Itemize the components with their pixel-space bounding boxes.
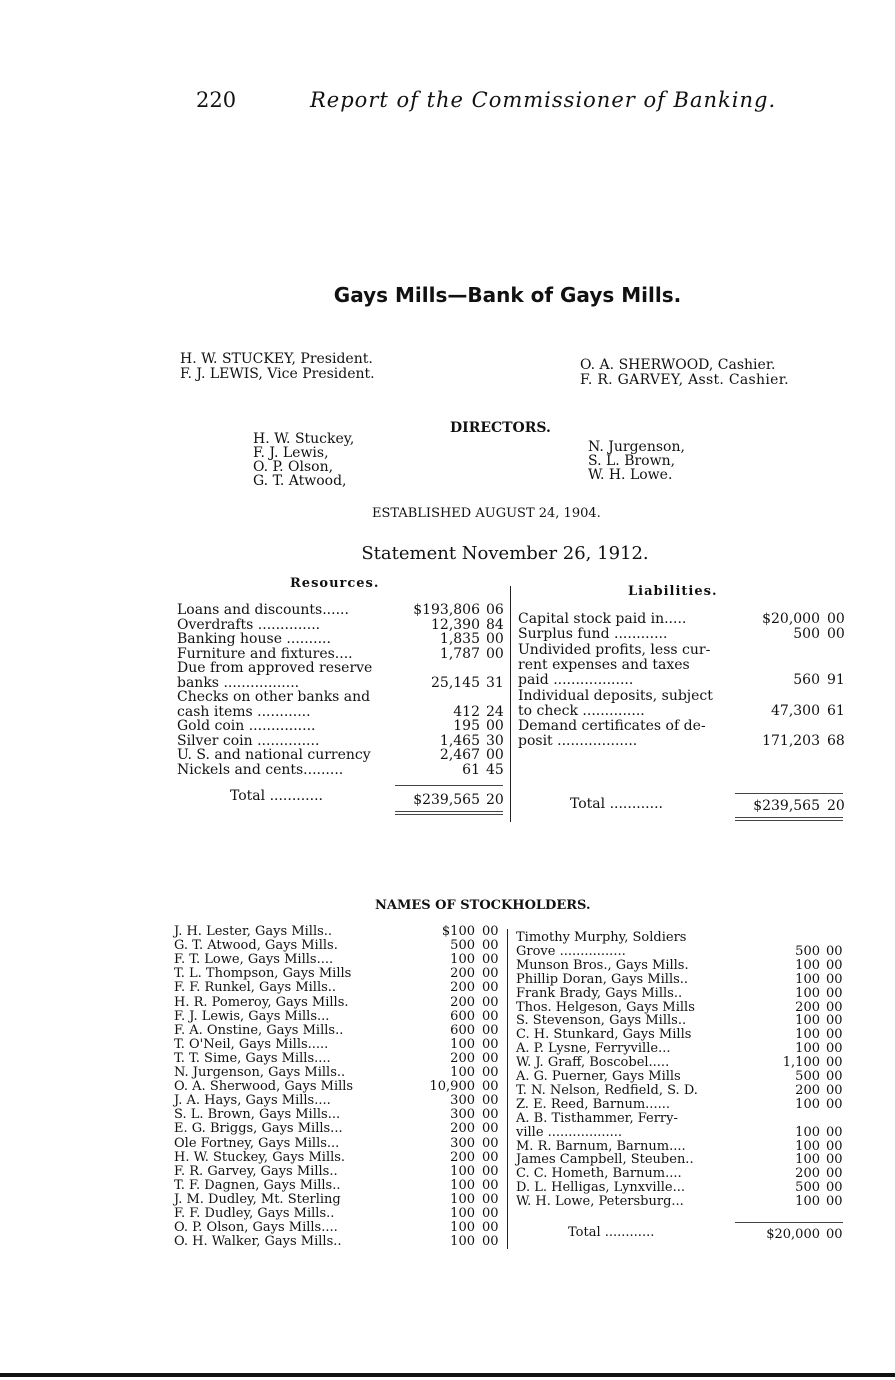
- stockholder-name: A. B. Tisthammer, Ferry-: [516, 1110, 678, 1126]
- resource-dollars: $193,806: [413, 602, 480, 618]
- stockholder-name: T. N. Nelson, Redfield, S. D.: [516, 1082, 698, 1098]
- stockholder-name: A. G. Puerner, Gays Mills: [516, 1069, 681, 1084]
- stockholder-dollars: 100: [795, 1152, 820, 1168]
- liability-dollars: 47,300: [771, 702, 820, 719]
- stockholder-cents: 00: [826, 1138, 843, 1154]
- stockholder-dollars: 600: [450, 1022, 475, 1038]
- resource-dollars: 25,145: [431, 674, 480, 691]
- resource-cents: 00: [486, 718, 504, 734]
- resource-label: Gold coin ...............: [177, 718, 316, 734]
- stockholder-cents: 00: [482, 1008, 499, 1024]
- stockholder-name: J. M. Dudley, Mt. Sterling: [174, 1191, 341, 1207]
- resource-cents: 00: [486, 631, 504, 647]
- resource-cents: 30: [486, 732, 504, 749]
- liability-label: Demand certificates of de-: [518, 718, 706, 735]
- resources-heading: Resources.: [290, 576, 380, 591]
- resource-label: Banking house ..........: [177, 631, 331, 647]
- liability-label: Undivided profits, less cur-: [518, 641, 711, 658]
- stockholder-name: S. L. Brown, Gays Mills...: [174, 1107, 341, 1123]
- stockholder-cents: 00: [826, 1194, 843, 1210]
- resources-total-dollars: $239,565: [413, 792, 480, 808]
- liabilities-total-dollars: $239,565: [753, 798, 820, 814]
- resource-dollars: 12,390: [431, 616, 480, 633]
- stockholder-dollars: 100: [795, 1013, 820, 1029]
- stockholder-dollars: 100: [450, 1036, 475, 1052]
- stockholder-cents: 00: [482, 1050, 499, 1066]
- stockholder-name: E. G. Briggs, Gays Mills...: [174, 1121, 343, 1137]
- director-name: W. H. Lowe.: [588, 467, 673, 483]
- stockholder-dollars: 500: [795, 943, 820, 959]
- director-name: O. P. Olson,: [253, 459, 334, 475]
- liability-label: Capital stock paid in.....: [518, 611, 687, 627]
- liability-dollars: 171,203: [762, 733, 820, 750]
- resource-cents: 00: [486, 747, 504, 763]
- liabilities-total-cents: 20: [827, 798, 845, 814]
- stockholder-dollars: 100: [450, 1234, 475, 1250]
- stockholder-name: ville ..................: [516, 1124, 623, 1140]
- stockholder-name: G. T. Atwood, Gays Mills.: [174, 938, 338, 954]
- stockholder-dollars: 500: [795, 1180, 820, 1196]
- stockholder-dollars: 100: [795, 1124, 820, 1140]
- resource-label: Silver coin ..............: [177, 732, 320, 749]
- stockholder-name: H. W. Stuckey, Gays Mills.: [174, 1149, 346, 1165]
- stockholder-cents: 00: [826, 1069, 843, 1084]
- liability-label: rent expenses and taxes: [518, 656, 690, 673]
- stockholder-cents: 00: [482, 1234, 499, 1250]
- liability-dollars: 560: [793, 672, 820, 689]
- stockholder-cents: 00: [482, 1135, 499, 1151]
- stockholder-name: T. T. Sime, Gays Mills....: [174, 1050, 331, 1066]
- liability-dollars: $20,000: [762, 611, 820, 627]
- resource-cents: 45: [486, 761, 504, 778]
- liability-label: paid ..................: [518, 672, 634, 689]
- stockholder-dollars: 100: [795, 1027, 820, 1043]
- stockholder-name: Phillip Doran, Gays Mills..: [516, 971, 689, 987]
- stockholder-name: O. P. Olson, Gays Mills....: [174, 1220, 338, 1236]
- stockholder-cents: 00: [482, 1036, 499, 1052]
- statement-date: Statement November 26, 1912.: [361, 543, 649, 564]
- stockholder-name: F. F. Runkel, Gays Mills..: [174, 980, 337, 996]
- stockholder-cents: 00: [826, 1055, 843, 1071]
- stockholder-name: D. L. Helligas, Lynxville...: [516, 1180, 685, 1196]
- double-rule: [735, 817, 843, 818]
- stockholder-dollars: 100: [450, 952, 475, 968]
- total-rule: [735, 1222, 843, 1223]
- stockholder-dollars: 200: [450, 966, 475, 982]
- director-name: N. Jurgenson,: [588, 439, 685, 455]
- resource-dollars: 412: [453, 703, 480, 720]
- resource-label: banks .................: [177, 674, 300, 691]
- stockholder-cents: 00: [482, 966, 499, 982]
- stockholder-dollars: 100: [795, 971, 820, 987]
- stockholder-dollars: 300: [450, 1135, 475, 1151]
- running-title: Report of the Commissioner of Banking.: [310, 88, 777, 112]
- stockholder-dollars: 100: [795, 957, 820, 973]
- stockholder-name: J. A. Hays, Gays Mills....: [174, 1093, 331, 1109]
- officer-vice-president: F. J. LEWIS, Vice President.: [180, 366, 375, 382]
- stockholder-dollars: 300: [450, 1093, 475, 1109]
- stockholder-dollars: 100: [795, 1138, 820, 1154]
- stockholder-name: F. R. Garvey, Gays Mills..: [174, 1163, 338, 1179]
- resource-dollars: 1,465: [439, 732, 480, 749]
- stockholder-dollars: 500: [795, 1069, 820, 1084]
- stockholder-name: F. T. Lowe, Gays Mills....: [174, 952, 334, 968]
- stockholder-dollars: 300: [450, 1107, 475, 1123]
- stockholder-dollars: 200: [795, 1082, 820, 1098]
- stockholder-name: N. Jurgenson, Gays Mills..: [174, 1065, 346, 1080]
- stockholder-dollars: 100: [450, 1206, 475, 1221]
- resource-dollars: 1,835: [439, 631, 480, 647]
- stockholder-cents: 00: [482, 1191, 499, 1207]
- stockholder-cents: 00: [482, 1121, 499, 1137]
- resource-label: Checks on other banks and: [177, 689, 371, 705]
- stockholders-total-cents: 00: [826, 1227, 843, 1242]
- stockholder-dollars: 100: [450, 1191, 475, 1207]
- stockholder-cents: 00: [482, 1093, 499, 1109]
- liability-label: to check ..............: [518, 702, 645, 719]
- page-number: 220: [196, 88, 237, 112]
- stockholder-name: F. F. Dudley, Gays Mills..: [174, 1206, 335, 1221]
- directors-heading: DIRECTORS.: [450, 420, 551, 436]
- stockholder-dollars: 10,900: [429, 1079, 475, 1095]
- double-rule: [395, 811, 503, 812]
- total-rule: [395, 785, 503, 786]
- stockholder-name: T. F. Dagnen, Gays Mills..: [174, 1177, 341, 1193]
- resource-label: Nickels and cents.........: [177, 761, 344, 778]
- stockholder-name: M. R. Barnum, Barnum....: [516, 1138, 686, 1154]
- stockholder-cents: 00: [826, 1124, 843, 1140]
- liability-label: posit ..................: [518, 733, 638, 750]
- stockholder-cents: 00: [482, 1022, 499, 1038]
- officer-cashier: O. A. SHERWOOD, Cashier.: [580, 357, 776, 373]
- stockholder-dollars: 1,100: [782, 1055, 820, 1071]
- stockholder-cents: 00: [826, 1041, 843, 1057]
- stockholder-cents: 00: [482, 994, 499, 1010]
- director-name: G. T. Atwood,: [253, 473, 347, 489]
- stockholder-dollars: 200: [450, 1149, 475, 1165]
- stockholder-cents: 00: [482, 1220, 499, 1236]
- stockholder-cents: 00: [826, 1180, 843, 1196]
- stockholder-name: Ole Fortney, Gays Mills...: [174, 1135, 340, 1151]
- liability-cents: 61: [827, 702, 845, 719]
- stockholder-cents: 00: [826, 1082, 843, 1098]
- page-bottom-rule: [0, 1373, 895, 1377]
- double-rule: [735, 820, 843, 821]
- stockholder-cents: 00: [482, 1107, 499, 1123]
- stockholder-dollars: 100: [795, 985, 820, 1001]
- stockholder-cents: 00: [826, 1152, 843, 1168]
- stockholder-cents: 00: [482, 952, 499, 968]
- stockholder-name: H. R. Pomeroy, Gays Mills.: [174, 994, 349, 1010]
- resource-cents: 24: [486, 703, 504, 720]
- stockholder-name: F. A. Onstine, Gays Mills..: [174, 1022, 344, 1038]
- resource-label: Overdrafts ..............: [177, 616, 321, 633]
- stockholder-name: Z. E. Reed, Barnum......: [516, 1096, 670, 1112]
- stockholder-cents: 00: [482, 1163, 499, 1179]
- liability-label: Individual deposits, subject: [518, 687, 713, 704]
- liabilities-total-label: Total ............: [570, 796, 663, 812]
- resources-total-label: Total ............: [230, 788, 323, 804]
- stockholder-name: James Campbell, Steuben..: [516, 1152, 694, 1168]
- director-name: S. L. Brown,: [588, 453, 676, 469]
- stockholder-cents: 00: [482, 1206, 499, 1221]
- stockholder-cents: 00: [482, 1177, 499, 1193]
- stockholder-dollars: 100: [795, 1194, 820, 1210]
- stockholder-cents: 00: [826, 999, 843, 1015]
- director-name: F. J. Lewis,: [253, 445, 329, 461]
- resource-dollars: 2,467: [439, 747, 480, 763]
- stockholder-cents: 00: [826, 985, 843, 1001]
- stockholder-cents: 00: [826, 957, 843, 973]
- stockholder-cents: 00: [482, 1149, 499, 1165]
- total-rule: [735, 793, 843, 794]
- stockholder-name: Timothy Murphy, Soldiers: [516, 930, 687, 945]
- resource-label: U. S. and national currency: [177, 747, 371, 763]
- stockholder-cents: 00: [826, 1166, 843, 1182]
- stockholder-name: C. C. Hometh, Barnum....: [516, 1166, 682, 1182]
- stockholder-name: Frank Brady, Gays Mills..: [516, 985, 683, 1001]
- stockholder-name: O. A. Sherwood, Gays Mills: [174, 1079, 354, 1095]
- stockholders-divider: [507, 929, 508, 1249]
- resource-cents: 84: [486, 616, 504, 633]
- resource-cents: 31: [486, 674, 504, 691]
- liability-dollars: 500: [793, 626, 820, 643]
- resource-dollars: 61: [462, 761, 480, 778]
- liabilities-heading: Liabilities.: [628, 584, 718, 599]
- resource-label: Furniture and fixtures....: [177, 645, 353, 662]
- stockholder-dollars: 600: [450, 1008, 475, 1024]
- stockholder-name: A. P. Lysne, Ferryville...: [516, 1041, 671, 1057]
- stockholder-cents: 00: [826, 943, 843, 959]
- stockholder-name: J. H. Lester, Gays Mills..: [174, 924, 333, 939]
- stockholder-cents: 00: [482, 1065, 499, 1080]
- liability-cents: 00: [827, 611, 845, 627]
- resource-cents: 06: [486, 602, 504, 618]
- resource-cents: 00: [486, 645, 504, 662]
- stockholder-cents: 00: [482, 980, 499, 996]
- stockholder-name: O. H. Walker, Gays Mills..: [174, 1234, 342, 1250]
- bank-title: Gays Mills—Bank of Gays Mills.: [333, 283, 682, 307]
- stockholder-name: Thos. Helgeson, Gays Mills: [516, 999, 695, 1015]
- stockholder-dollars: 200: [450, 980, 475, 996]
- stockholder-dollars: 100: [450, 1163, 475, 1179]
- stockholder-cents: 00: [826, 1013, 843, 1029]
- liability-cents: 91: [827, 672, 845, 689]
- stockholder-name: T. O'Neil, Gays Mills.....: [174, 1036, 329, 1052]
- stockholders-total-label: Total ............: [568, 1225, 655, 1240]
- stockholder-dollars: 200: [450, 1121, 475, 1137]
- stockholders-total-dollars: $20,000: [766, 1227, 820, 1242]
- stockholder-name: W. J. Graff, Boscobel.....: [516, 1055, 670, 1071]
- stockholder-dollars: 100: [450, 1220, 475, 1236]
- stockholder-cents: 00: [826, 1096, 843, 1112]
- stockholder-dollars: 200: [450, 994, 475, 1010]
- double-rule: [395, 814, 503, 815]
- stockholder-dollars: 200: [795, 999, 820, 1015]
- stockholder-cents: 00: [826, 971, 843, 987]
- liability-cents: 00: [827, 626, 845, 643]
- stockholder-dollars: 200: [795, 1166, 820, 1182]
- stockholder-cents: 00: [482, 938, 499, 954]
- stockholder-name: F. J. Lewis, Gays Mills...: [174, 1008, 330, 1024]
- statement-divider: [510, 586, 511, 822]
- liability-label: Surplus fund ............: [518, 626, 668, 643]
- stockholder-name: Munson Bros., Gays Mills.: [516, 957, 689, 973]
- stockholders-heading: NAMES OF STOCKHOLDERS.: [375, 898, 591, 913]
- stockholder-dollars: $100: [441, 924, 475, 939]
- officer-president: H. W. STUCKEY, President.: [180, 351, 373, 367]
- stockholder-cents: 00: [826, 1027, 843, 1043]
- stockholder-dollars: 100: [795, 1096, 820, 1112]
- stockholder-name: T. L. Thompson, Gays Mills: [174, 966, 352, 982]
- stockholder-dollars: 100: [450, 1177, 475, 1193]
- resource-dollars: 195: [453, 718, 480, 734]
- stockholder-cents: 00: [482, 1079, 499, 1095]
- liability-cents: 68: [827, 733, 845, 750]
- stockholder-name: W. H. Lowe, Petersburg...: [516, 1194, 684, 1210]
- resource-label: cash items ............: [177, 703, 311, 720]
- stockholder-dollars: 100: [450, 1065, 475, 1080]
- stockholder-name: C. H. Stunkard, Gays Mills: [516, 1027, 692, 1043]
- resources-total-cents: 20: [486, 792, 504, 808]
- director-name: H. W. Stuckey,: [253, 431, 355, 447]
- resource-dollars: 1,787: [439, 645, 480, 662]
- established-date: ESTABLISHED AUGUST 24, 1904.: [372, 506, 601, 521]
- stockholder-dollars: 200: [450, 1050, 475, 1066]
- stockholder-dollars: 500: [450, 938, 475, 954]
- stockholder-dollars: 100: [795, 1041, 820, 1057]
- stockholder-name: Grove ................: [516, 943, 626, 959]
- resource-label: Loans and discounts......: [177, 602, 349, 618]
- resource-label: Due from approved reserve: [177, 660, 373, 676]
- stockholder-cents: 00: [482, 924, 499, 939]
- stockholder-name: S. Stevenson, Gays Mills..: [516, 1013, 687, 1029]
- officer-asst-cashier: F. R. GARVEY, Asst. Cashier.: [580, 372, 789, 388]
